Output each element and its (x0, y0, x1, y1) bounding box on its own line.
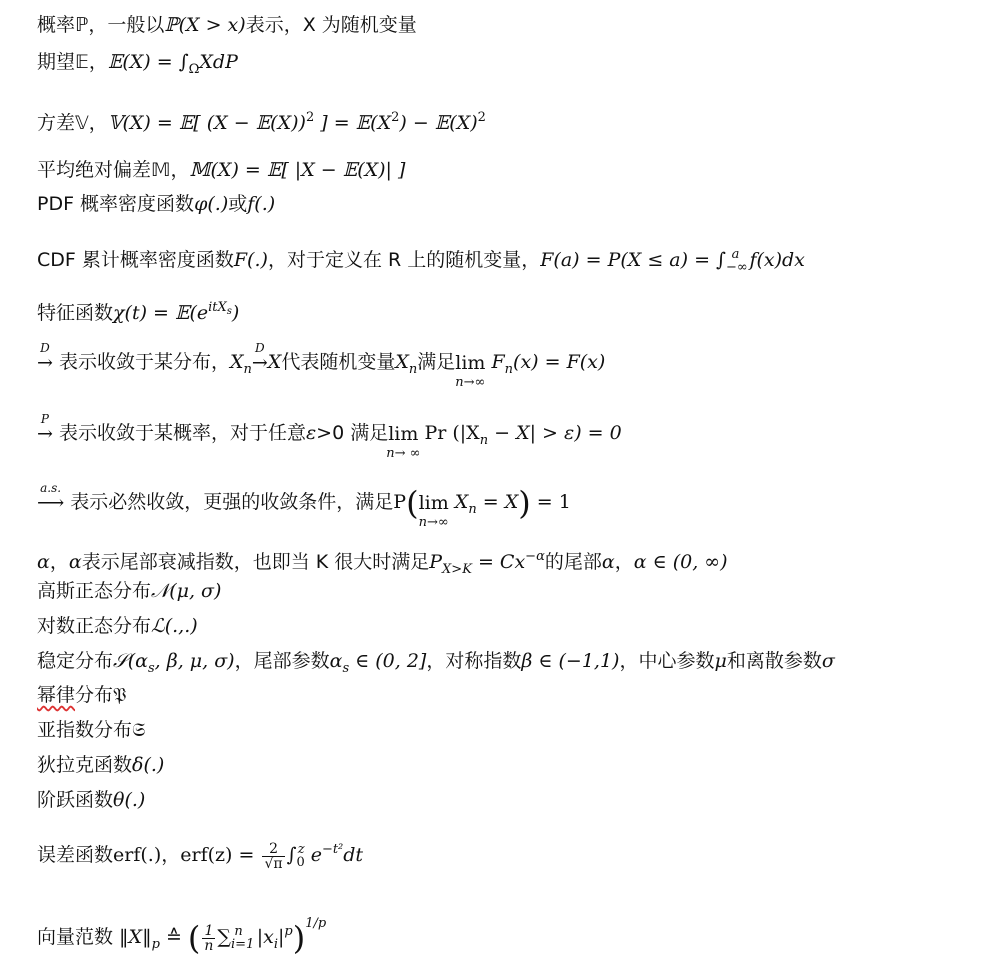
norm-sum-sub: i=1 (231, 937, 255, 952)
line-almost-sure (37, 481, 571, 530)
p-sub: n (479, 433, 489, 448)
erf-frac-num: 2 (262, 842, 284, 857)
d-label: 表示收敛于某分布， (52, 351, 230, 373)
erf-integral: ∫ (286, 844, 297, 866)
erf-sup2: −t² (321, 842, 344, 857)
alpha-formula4: = Cx (471, 551, 526, 573)
cdf-formula2: F(a) = P(X ≤ a) = ∫ (540, 249, 726, 271)
stable-formula2: , β, μ, σ) (154, 650, 235, 672)
gaussian-formula: 𝒩(μ, σ) (151, 580, 222, 602)
as-limit (418, 491, 449, 530)
alpha-mid2: 的尾部 (544, 551, 602, 573)
d-tail: (x) = F(x) (513, 351, 606, 373)
erf-mid: ， (161, 844, 181, 866)
line-power-law (37, 683, 127, 707)
alpha-sup: −α (525, 549, 545, 564)
cdf-formula: F(.) (233, 249, 268, 271)
alpha-formula5: α (601, 551, 615, 573)
d-limit (455, 351, 486, 390)
as-tail2: = 1 (530, 491, 571, 513)
line-subexponential (37, 718, 145, 742)
line-characteristic (37, 296, 239, 325)
stable-formula5: β ∈ (−1,1) (521, 650, 620, 672)
norm-sup: p (284, 924, 293, 939)
erf-formula3: e (310, 844, 322, 866)
stable-formula6: μ (714, 650, 727, 672)
norm-lparen: ( (187, 919, 201, 957)
alpha-label: ， (49, 551, 69, 573)
expectation-label: 期望𝔼， (37, 51, 108, 73)
d-formula2: X (267, 351, 282, 373)
line-dirac (37, 753, 164, 777)
convergence-p-arrow (37, 412, 53, 446)
alpha-formula2: α (68, 551, 82, 573)
norm-sum-sup: n (234, 924, 243, 939)
mad-label: 平均绝对偏差𝕄， (37, 159, 190, 181)
arrow-over-label: D (40, 341, 50, 355)
arrow-over-label-2: D (255, 341, 265, 355)
variance-tail2: ) − 𝔼(X) (399, 112, 478, 134)
line-lognormal (37, 614, 198, 638)
expectation-tail: XdP (199, 51, 238, 73)
as-left-paren: ( (406, 484, 419, 522)
line-distribution-convergence (37, 341, 606, 390)
norm-label: 向量范数 (37, 926, 120, 948)
norm-fraction (202, 924, 215, 953)
norm-frac-den: n (204, 937, 214, 954)
alpha-tail: α ∈ (0, ∞) (633, 551, 728, 573)
alpha-sub: X>K (442, 562, 472, 577)
probability-tail: 表示，X 为随机变量 (245, 14, 417, 36)
d-mid2: 满足 (417, 351, 456, 373)
erf-formula2: erf(z) = (180, 844, 261, 866)
pdf-mid: 或 (228, 193, 248, 215)
norm-formula3: | (278, 926, 285, 948)
variance-label: 方差𝕍， (37, 112, 108, 134)
as-arrow-icon: ⟶ (37, 492, 65, 514)
erf-label: 误差函数 (37, 844, 114, 866)
norm-sup2: 1/p (305, 916, 327, 931)
subexp-label: 亚指数分布 (37, 719, 133, 741)
line-expectation (37, 50, 238, 82)
characteristic-supsub: s (226, 306, 232, 317)
variance-sup2: 2 (391, 110, 400, 125)
alpha-mid3: ， (614, 551, 634, 573)
stable-formula7: σ (821, 650, 835, 672)
gaussian-label: 高斯正态分布 (37, 580, 152, 602)
power-law-formula: 𝔓 (113, 684, 127, 706)
erf-sub: 0 (296, 855, 305, 870)
line-variance (37, 106, 486, 135)
d-sub3: n (408, 362, 418, 377)
line-pdf (37, 192, 275, 216)
line-cdf (37, 243, 805, 280)
norm-formula2: |x (256, 926, 274, 948)
alpha-formula: α (37, 551, 50, 573)
cdf-mid: ，对于定义在 R 上的随机变量， (267, 249, 541, 271)
alpha-mid: 表示尾部衰减指数，也即当 K 很大时满足 (81, 551, 430, 573)
cdf-label: CDF 累计概率密度函数 (37, 249, 234, 271)
line-vector-norm (37, 912, 326, 957)
norm-frac-num: 1 (202, 924, 215, 939)
as-lim-under: n→∞ (418, 515, 449, 530)
erf-formula: erf(.) (113, 844, 162, 866)
probability-formula: ℙ(X > x) (164, 14, 246, 36)
as-formula: P (393, 491, 407, 513)
arrow-icon-2: → (251, 352, 268, 374)
cdf-sub: −∞ (725, 260, 748, 275)
step-formula: θ(.) (113, 789, 146, 811)
p-limit (386, 422, 421, 461)
lognormal-formula: ℒ(.,.) (151, 615, 198, 637)
stable-label: 稳定分布 (37, 650, 114, 672)
characteristic-sup: itX (208, 300, 227, 315)
erf-sup: z (297, 842, 305, 857)
stable-formula: 𝒮(α (113, 650, 148, 672)
stable-mid: ，尾部参数 (234, 650, 330, 672)
p-lim-under: n→ ∞ (386, 446, 421, 461)
as-lim-label: lim (418, 492, 449, 514)
d-formula3: X (395, 351, 409, 373)
line-probability-convergence (37, 412, 622, 461)
as-arrow-over-label: a.s. (40, 481, 62, 495)
lognormal-label: 对数正态分布 (37, 615, 152, 637)
p-mid: >0 满足 (316, 422, 389, 444)
stable-mid3: ，中心参数 (619, 650, 715, 672)
erf-fraction (262, 842, 284, 871)
pdf-label: PDF 概率密度函数 (37, 193, 195, 215)
line-stable (37, 649, 835, 681)
p-arrow-over-label: P (40, 412, 49, 426)
norm-sub: p (151, 937, 160, 952)
stable-mid2: ，对称指数 (426, 650, 522, 672)
pdf-formula: φ(.) (194, 193, 229, 215)
p-label: 表示收敛于某概率，对于任意 (52, 422, 306, 444)
variance-tail: ] = 𝔼(X (314, 112, 392, 134)
stable-sub3: s (342, 661, 350, 676)
as-formula2: X (454, 491, 469, 513)
variance-sup3: 2 (477, 110, 486, 125)
norm-rparen: ) (292, 919, 306, 957)
p-tail2: − X| > ε) = 0 (488, 422, 622, 444)
line-probability (37, 13, 417, 37)
d-sub: n (243, 362, 252, 377)
d-sub4: n (504, 362, 514, 377)
as-sub: n (468, 502, 477, 517)
convergence-as-arrow (37, 481, 65, 515)
lim-label: lim (455, 352, 486, 374)
norm-eq: ≙ (159, 926, 188, 948)
erf-frac-den: √π (264, 855, 283, 872)
norm-sub2: i (273, 937, 278, 952)
power-law-label2: 分布 (75, 684, 114, 706)
norm-sum: ∑ (217, 926, 231, 948)
stable-mid4: 和离散参数 (726, 650, 822, 672)
subexp-formula: 𝔖 (132, 719, 146, 741)
norm-formula: ‖X‖ (119, 926, 152, 948)
variance-formula: 𝕍(X) = 𝔼[ (X − 𝔼(X)) (107, 112, 306, 134)
convergence-d-arrow-2 (251, 341, 268, 375)
line-gaussian (37, 579, 221, 603)
d-formula4: F (491, 351, 505, 373)
lim-under: n→∞ (455, 375, 486, 390)
p-lim-label: lim (388, 423, 419, 445)
dirac-label: 狄拉克函数 (37, 754, 133, 776)
stable-formula4: ∈ (0, 2] (349, 650, 427, 672)
variance-sup: 2 (305, 110, 315, 125)
d-formula: X (229, 351, 244, 373)
dirac-formula: δ(.) (132, 754, 165, 776)
line-step (37, 788, 145, 812)
characteristic-label: 特征函数 (37, 302, 114, 324)
as-right-paren: ) (518, 484, 531, 522)
alpha-formula3: P (429, 551, 443, 573)
cdf-sup: a (731, 247, 740, 262)
mad-formula: 𝕄(X) = 𝔼[ |X − 𝔼(X)| ] (189, 159, 406, 181)
probability-label: 概率ℙ，一般以 (37, 14, 165, 36)
line-tail-index (37, 545, 728, 582)
stable-formula3: α (329, 650, 343, 672)
line-mad (37, 158, 405, 182)
arrow-icon: → (37, 352, 53, 374)
cdf-tail: f(x)dx (749, 249, 805, 271)
p-tail: Pr (|X (424, 422, 480, 444)
p-formula: ε (305, 422, 317, 444)
p-arrow-icon: → (37, 423, 53, 445)
as-tail: = X (476, 491, 519, 513)
power-law-label: 幂律 (37, 684, 76, 706)
expectation-subscript: Ω (188, 62, 200, 77)
stable-sub: s (147, 661, 155, 676)
characteristic-tail: ) (231, 302, 240, 324)
erf-tail: dt (343, 844, 364, 866)
pdf-formula2: f(.) (247, 193, 276, 215)
expectation-formula: 𝔼(X) = ∫ (107, 51, 189, 73)
convergence-d-arrow (37, 341, 53, 375)
line-error-function (37, 838, 363, 875)
characteristic-formula: χ(t) = 𝔼(e (113, 302, 209, 324)
d-mid: 代表随机变量 (281, 351, 396, 373)
step-label: 阶跃函数 (37, 789, 114, 811)
as-label: 表示必然收敛，更强的收敛条件，满足 (64, 491, 394, 513)
